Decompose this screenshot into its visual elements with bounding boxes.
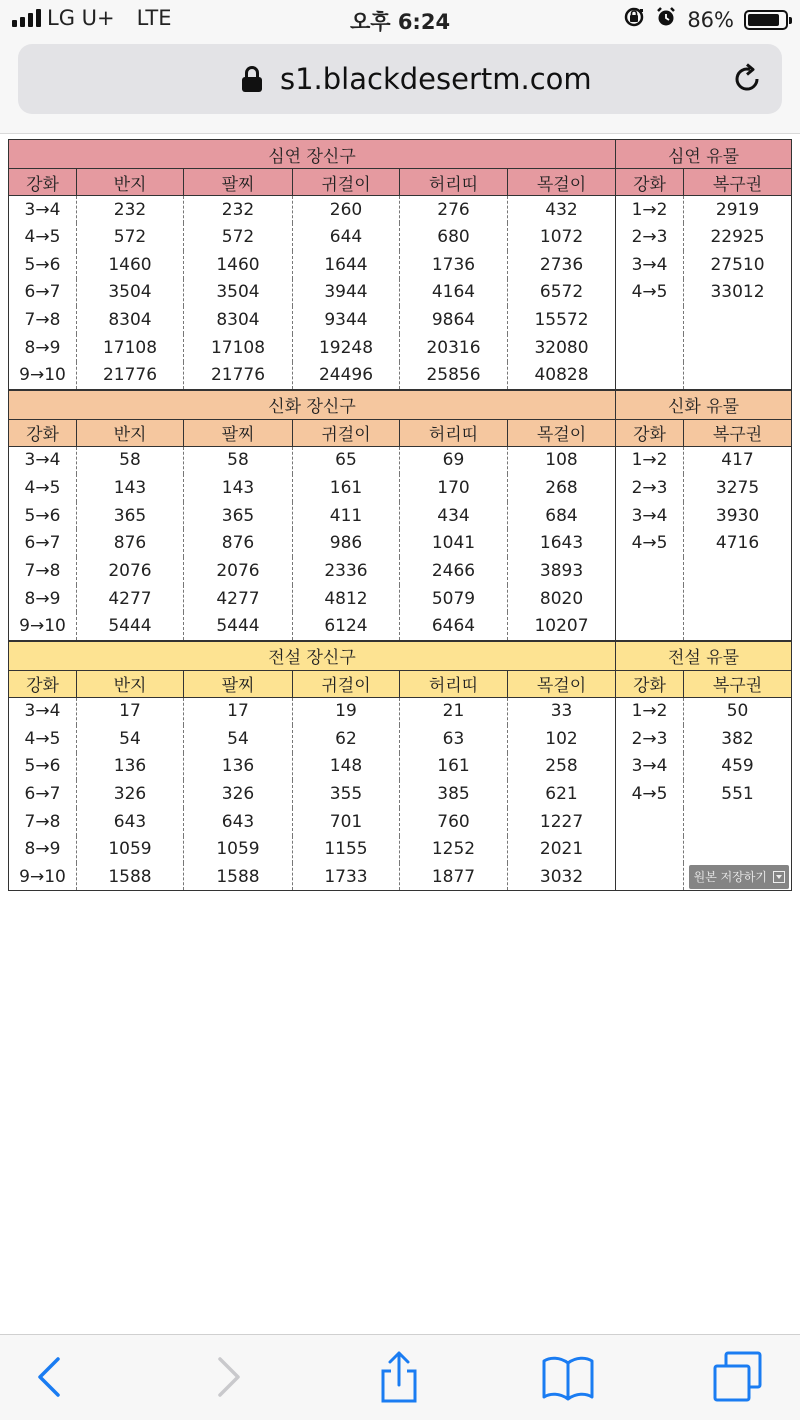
table-row (9, 279, 792, 307)
cost-cell: 411 (293, 502, 400, 530)
cost-cell: 876 (77, 529, 184, 557)
cost-cell: 1588 (77, 863, 184, 891)
relic-column-header: 강화 (616, 169, 684, 196)
table-row (9, 780, 792, 808)
share-icon[interactable] (371, 1349, 427, 1405)
cost-cell: 62 (293, 725, 400, 753)
cost-cell: 21 (400, 697, 508, 725)
relic-level-cell: 3→4 (616, 251, 684, 279)
cost-cell: 4164 (400, 279, 508, 307)
cost-cell: 9864 (400, 306, 508, 334)
column-header: 강화 (9, 419, 77, 446)
enhancement-tables (8, 139, 791, 891)
cost-cell: 32080 (508, 334, 616, 362)
cost-cell: 2736 (508, 251, 616, 279)
cost-cell: 17 (77, 697, 184, 725)
cost-cell: 17108 (184, 334, 293, 362)
cost-cell: 232 (77, 196, 184, 224)
enhance-level-cell: 4→5 (9, 474, 77, 502)
cost-cell: 621 (508, 780, 616, 808)
column-header: 목걸이 (508, 419, 616, 446)
relic-cost-cell: 3275 (684, 474, 792, 502)
cost-cell: 355 (293, 780, 400, 808)
accessory-table (8, 641, 792, 892)
cost-cell: 2466 (400, 557, 508, 585)
section-jeonseol (8, 641, 791, 892)
cost-cell: 4812 (293, 585, 400, 613)
cost-cell: 1588 (184, 863, 293, 891)
battery-percent: 86% (687, 7, 734, 32)
enhance-level-cell: 7→8 (9, 306, 77, 334)
orientation-lock-icon (623, 6, 645, 33)
table-title-row (9, 140, 792, 169)
cost-cell: 3944 (293, 279, 400, 307)
relic-cost-cell (684, 836, 792, 864)
battery-level (748, 14, 779, 26)
relic-cost-cell: 382 (684, 725, 792, 753)
cost-cell: 170 (400, 474, 508, 502)
cost-cell: 21776 (77, 362, 184, 390)
table-row (9, 753, 792, 781)
cost-cell: 1059 (184, 836, 293, 864)
cost-cell: 1059 (77, 836, 184, 864)
cost-cell: 136 (77, 753, 184, 781)
cost-cell: 3504 (77, 279, 184, 307)
cost-cell: 6464 (400, 612, 508, 640)
table-row (9, 474, 792, 502)
cost-cell: 701 (293, 808, 400, 836)
cost-cell: 63 (400, 725, 508, 753)
cost-cell: 19 (293, 697, 400, 725)
save-original-label: 원본 저장하기 (693, 870, 767, 885)
table-row (9, 251, 792, 279)
back-icon[interactable] (22, 1349, 78, 1405)
cost-cell: 434 (400, 502, 508, 530)
cost-cell: 17 (184, 697, 293, 725)
status-time: 오후 6:24 (349, 10, 451, 34)
cost-cell: 365 (77, 502, 184, 530)
cost-cell: 4277 (77, 585, 184, 613)
section-sinhwa (8, 390, 791, 641)
cost-cell: 326 (184, 780, 293, 808)
cost-cell: 40828 (508, 362, 616, 390)
cost-cell: 108 (508, 446, 616, 474)
relic-level-cell (616, 557, 684, 585)
enhance-level-cell: 3→4 (9, 446, 77, 474)
relic-column-header: 복구권 (684, 169, 792, 196)
relic-cost-cell (684, 334, 792, 362)
cost-cell: 643 (77, 808, 184, 836)
relic-cost-cell: 4716 (684, 529, 792, 557)
enhance-level-cell: 9→10 (9, 362, 77, 390)
relic-level-cell: 4→5 (616, 529, 684, 557)
column-header: 반지 (77, 169, 184, 196)
relic-cost-cell: 50 (684, 697, 792, 725)
cost-cell: 9344 (293, 306, 400, 334)
url-text[interactable]: s1.blackdesertm.com (280, 62, 592, 96)
relic-cost-cell (684, 306, 792, 334)
cost-cell: 876 (184, 529, 293, 557)
relic-level-cell: 4→5 (616, 279, 684, 307)
relic-cost-cell (684, 808, 792, 836)
relic-cost-cell: 3930 (684, 502, 792, 530)
cost-cell: 136 (184, 753, 293, 781)
table-row (9, 557, 792, 585)
relic-cost-cell (684, 612, 792, 640)
cost-cell: 1460 (184, 251, 293, 279)
section-simyeon (8, 139, 791, 390)
relic-cost-cell (684, 557, 792, 585)
cost-cell: 365 (184, 502, 293, 530)
column-header: 귀걸이 (293, 419, 400, 446)
table-row (9, 502, 792, 530)
enhance-level-cell: 6→7 (9, 529, 77, 557)
relic-section-title: 전설 유물 (616, 641, 792, 670)
relic-cost-cell (684, 585, 792, 613)
table-title-row (9, 390, 792, 419)
enhance-level-cell: 3→4 (9, 697, 77, 725)
table-row (9, 529, 792, 557)
enhance-level-cell: 4→5 (9, 223, 77, 251)
accessory-section-title: 심연 장신구 (9, 140, 616, 169)
enhance-level-cell: 6→7 (9, 780, 77, 808)
relic-level-cell (616, 362, 684, 390)
relic-level-cell: 3→4 (616, 753, 684, 781)
cost-cell: 572 (184, 223, 293, 251)
cost-cell: 54 (184, 725, 293, 753)
table-row (9, 612, 792, 640)
relic-column-header: 복구권 (684, 419, 792, 446)
cost-cell: 1227 (508, 808, 616, 836)
cost-cell: 232 (184, 196, 293, 224)
battery-icon (744, 10, 788, 30)
column-header: 강화 (9, 670, 77, 697)
table-row (9, 585, 792, 613)
cost-cell: 5444 (184, 612, 293, 640)
enhance-level-cell: 4→5 (9, 725, 77, 753)
cost-cell: 1155 (293, 836, 400, 864)
cost-cell: 385 (400, 780, 508, 808)
enhance-level-cell: 5→6 (9, 502, 77, 530)
table-header-row (9, 419, 792, 446)
cost-cell: 33 (508, 697, 616, 725)
cost-cell: 1733 (293, 863, 400, 891)
cost-cell: 986 (293, 529, 400, 557)
cost-cell: 3032 (508, 863, 616, 891)
accessory-section-title: 전설 장신구 (9, 641, 616, 670)
enhance-level-cell: 5→6 (9, 251, 77, 279)
cost-cell: 58 (77, 446, 184, 474)
cost-cell: 6572 (508, 279, 616, 307)
cost-cell: 24496 (293, 362, 400, 390)
cost-cell: 20316 (400, 334, 508, 362)
cost-cell: 680 (400, 223, 508, 251)
column-header: 팔찌 (184, 670, 293, 697)
cost-cell: 572 (77, 223, 184, 251)
accessory-table (8, 139, 792, 390)
tabs-icon[interactable] (710, 1349, 766, 1405)
column-header: 귀걸이 (293, 169, 400, 196)
column-header: 반지 (77, 419, 184, 446)
relic-column-header: 복구권 (684, 670, 792, 697)
cost-cell: 1644 (293, 251, 400, 279)
table-row (9, 836, 792, 864)
cost-cell: 326 (77, 780, 184, 808)
cost-cell: 143 (77, 474, 184, 502)
cost-cell: 684 (508, 502, 616, 530)
address-bar[interactable] (18, 44, 782, 114)
column-header: 허리띠 (400, 670, 508, 697)
relic-level-cell: 1→2 (616, 196, 684, 224)
table-title-row (9, 641, 792, 670)
relic-cost-cell (684, 362, 792, 390)
alarm-icon (655, 6, 677, 33)
table-row (9, 306, 792, 334)
cost-cell: 10207 (508, 612, 616, 640)
cost-cell: 102 (508, 725, 616, 753)
cost-cell: 268 (508, 474, 616, 502)
relic-level-cell: 1→2 (616, 446, 684, 474)
carrier-name: LG U+ (47, 6, 115, 30)
status-bar (0, 0, 800, 38)
relic-level-cell: 3→4 (616, 502, 684, 530)
accessory-table (8, 390, 792, 641)
relic-level-cell (616, 836, 684, 864)
cost-cell: 644 (293, 223, 400, 251)
browser-address-area (0, 38, 800, 134)
dropdown-arrow-icon (773, 871, 785, 883)
relic-section-title: 신화 유물 (616, 390, 792, 419)
cost-cell: 2021 (508, 836, 616, 864)
table-row (9, 223, 792, 251)
enhance-level-cell: 9→10 (9, 863, 77, 891)
enhance-level-cell: 8→9 (9, 585, 77, 613)
cost-cell: 260 (293, 196, 400, 224)
cost-cell: 276 (400, 196, 508, 224)
cost-cell: 21776 (184, 362, 293, 390)
cost-cell: 5444 (77, 612, 184, 640)
cost-cell: 15572 (508, 306, 616, 334)
network-type: LTE (136, 6, 172, 30)
cost-cell: 1252 (400, 836, 508, 864)
cost-cell: 1072 (508, 223, 616, 251)
cost-cell: 1736 (400, 251, 508, 279)
relic-cost-cell: 459 (684, 753, 792, 781)
relic-level-cell: 2→3 (616, 223, 684, 251)
cost-cell: 3504 (184, 279, 293, 307)
table-row (9, 446, 792, 474)
enhance-level-cell: 3→4 (9, 196, 77, 224)
relic-cost-cell: 551 (684, 780, 792, 808)
cost-cell: 432 (508, 196, 616, 224)
cost-cell: 643 (184, 808, 293, 836)
cost-cell: 5079 (400, 585, 508, 613)
status-right (623, 6, 788, 33)
relic-cost-cell: 22925 (684, 223, 792, 251)
table-row (9, 362, 792, 390)
cost-cell: 8020 (508, 585, 616, 613)
table-row (9, 697, 792, 725)
cost-cell: 4277 (184, 585, 293, 613)
cost-cell: 1041 (400, 529, 508, 557)
cost-cell: 258 (508, 753, 616, 781)
forward-icon[interactable] (200, 1349, 256, 1405)
relic-level-cell (616, 612, 684, 640)
enhance-level-cell: 5→6 (9, 753, 77, 781)
relic-level-cell: 2→3 (616, 474, 684, 502)
relic-cost-cell: 27510 (684, 251, 792, 279)
cost-cell: 3893 (508, 557, 616, 585)
cost-cell: 1460 (77, 251, 184, 279)
column-header: 목걸이 (508, 169, 616, 196)
cost-cell: 1643 (508, 529, 616, 557)
cost-cell: 17108 (77, 334, 184, 362)
save-original-button[interactable] (689, 865, 789, 889)
relic-cost-cell: 2919 (684, 196, 792, 224)
cost-cell: 54 (77, 725, 184, 753)
enhance-level-cell: 9→10 (9, 612, 77, 640)
column-header: 강화 (9, 169, 77, 196)
cost-cell: 161 (293, 474, 400, 502)
relic-level-cell: 4→5 (616, 780, 684, 808)
bookmarks-icon[interactable] (540, 1349, 596, 1405)
column-header: 귀걸이 (293, 670, 400, 697)
enhance-level-cell: 8→9 (9, 334, 77, 362)
column-header: 팔찌 (184, 419, 293, 446)
relic-level-cell (616, 306, 684, 334)
relic-level-cell: 1→2 (616, 697, 684, 725)
reload-icon[interactable] (730, 62, 764, 96)
cost-cell: 65 (293, 446, 400, 474)
browser-toolbar (0, 1334, 800, 1420)
column-header: 반지 (77, 670, 184, 697)
cost-cell: 760 (400, 808, 508, 836)
relic-level-cell: 2→3 (616, 725, 684, 753)
cost-cell: 58 (184, 446, 293, 474)
relic-level-cell (616, 334, 684, 362)
cost-cell: 19248 (293, 334, 400, 362)
table-row (9, 725, 792, 753)
cost-cell: 143 (184, 474, 293, 502)
table-row (9, 196, 792, 224)
relic-cost-cell: 417 (684, 446, 792, 474)
enhance-level-cell: 7→8 (9, 808, 77, 836)
cost-cell: 69 (400, 446, 508, 474)
enhance-level-cell: 6→7 (9, 279, 77, 307)
cost-cell: 6124 (293, 612, 400, 640)
enhance-level-cell: 8→9 (9, 836, 77, 864)
column-header: 목걸이 (508, 670, 616, 697)
column-header: 팔찌 (184, 169, 293, 196)
cost-cell: 25856 (400, 362, 508, 390)
enhance-level-cell: 7→8 (9, 557, 77, 585)
cost-cell: 2336 (293, 557, 400, 585)
column-header: 허리띠 (400, 169, 508, 196)
table-row (9, 863, 792, 891)
cost-cell: 1877 (400, 863, 508, 891)
table-row (9, 808, 792, 836)
relic-level-cell (616, 863, 684, 891)
relic-column-header: 강화 (616, 419, 684, 446)
relic-section-title: 심연 유물 (616, 140, 792, 169)
table-header-row (9, 169, 792, 196)
cost-cell: 148 (293, 753, 400, 781)
cost-cell: 161 (400, 753, 508, 781)
relic-column-header: 강화 (616, 670, 684, 697)
cost-cell: 2076 (77, 557, 184, 585)
table-header-row (9, 670, 792, 697)
table-row (9, 334, 792, 362)
relic-level-cell (616, 585, 684, 613)
relic-cost-cell: 33012 (684, 279, 792, 307)
accessory-section-title: 신화 장신구 (9, 390, 616, 419)
cost-cell: 8304 (184, 306, 293, 334)
column-header: 허리띠 (400, 419, 508, 446)
cost-cell: 8304 (77, 306, 184, 334)
relic-level-cell (616, 808, 684, 836)
cost-cell: 2076 (184, 557, 293, 585)
lock-icon (242, 66, 262, 92)
